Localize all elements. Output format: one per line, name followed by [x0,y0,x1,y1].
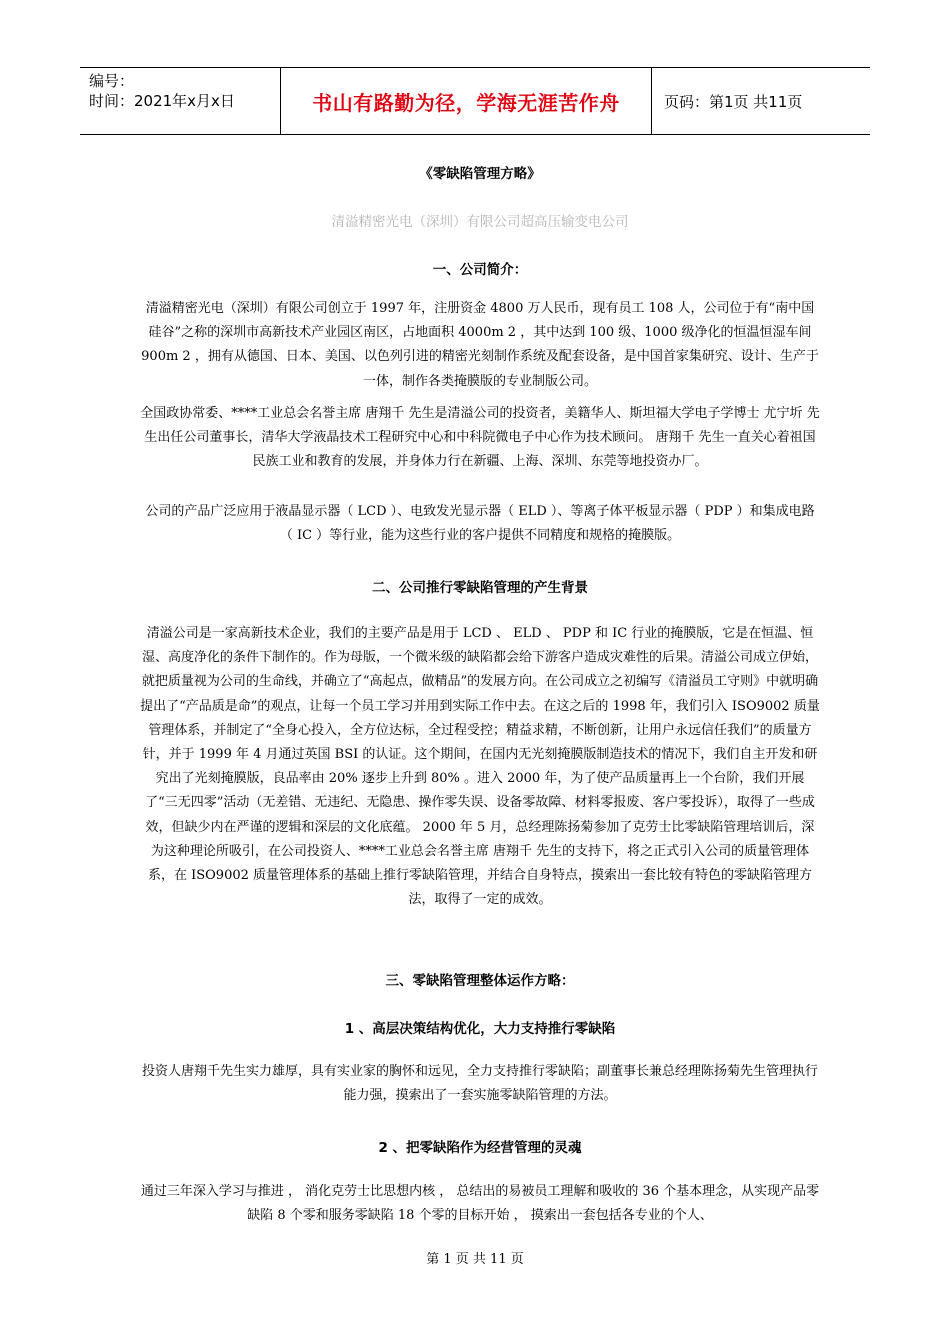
header-page-label: 页码：第1页 共11页 [664,92,803,111]
section-3-2-heading: 2 、把零缺陷作为经营管理的灵魂 [378,1140,582,1156]
doc-subtitle: 清溢精密光电（深圳）有限公司超高压输变电公司 [331,214,629,230]
section-3-heading: 三、零缺陷管理整体运作方略： [385,973,575,989]
section-1-heading: 一、公司简介： [432,262,528,278]
section-1-paragraph-1: 清溢精密光电（深圳）有限公司创立于 1997 年，注册资金 4800 万人民币，现有员工 108 人，公司位于有“南中国硅谷”之称的深圳市高新技术产业园区南区，占地面积 4000m 2 ，其中达到 100 级、1000 级净化的恒温恒湿车间 900m 2 ，拥有从德国、日本、美国、以色列引进的精密光刻制作系统及配套设备，是中国首家集研究、设计、生产于一体，制作各类掩膜版的专业制版公司。 [141,301,819,389]
section-3-2-paragraph: 通过三年深入学习与推进 ， 消化克劳士比思想内核 ， 总结出的易被员工理解和吸收的 36 个基本理念，从实现产品零缺陷 8 个零和服务零缺陷 18 个零的目标开始 ， 摸索出一套包括各专业的个人、 [140,1184,820,1224]
header-meta [80,68,280,134]
section-2-paragraph-1: 清溢公司是一家高新技术企业，我们的主要产品是用于 LCD 、 ELD 、 PDP 和 IC 行业的掩膜版，它是在恒温、恒湿、高度净化的条件下制作的。作为母版，一个微米级的缺陷都会给下游客户造成灾难性的后果。清溢公司成立伊始，就把质量视为公司的生命线，并确立了“高起点，做精品”的发展方向。在公司成立之初编写《清溢员工守则》中就明确提出了“产品质是命”的观点，让每一个员工学习并用到实际工作中去。在这之后的 1998 年，我们引入 ISO9002 质量管理体系，并制定了“全身心投入，全方位达标，全过程受控；精益求精，不断创新，让用户永远信任我们”的质量方针，并于 1999 年 4 月通过英国 BSI 的认证。这个期间，在国内无光刻掩膜版制造技术的情况下，我们自主开发和研究出了光刻掩膜版，良品率由 20% 逐步上升到 80% 。进入 2000 年，为了使产品质量再上一个台阶，我们开展了“三无四零”活动（无差错、无违纪、无隐患、操作零失误、设备零故障、材料零报废、客户零投诉），取得了一些成效，但缺少内在严谨的逻辑和深层的文化底蕴。 2000 年 5 月，总经理陈扬菊参加了克劳士比零缺陷管理培训后，深为这种理论所吸引，在公司投资人、****工业总会名誉主席 唐翔千 先生的支持下，将之正式引入公司的质量管理体系，在 ISO9002 质量管理体系的基础上推行零缺陷管理，并结合自身特点，摸索出一套比较有特色的零缺陷管理方法，取得了一定的成效。 [140,626,820,908]
doc-title: 《零缺陷管理方略》 [419,166,541,182]
page-header [80,67,870,135]
page-footer: 第 1 页 共 11 页 [426,1252,524,1267]
section-2-heading: 二、公司推行零缺陷管理的产生背景 [372,580,588,596]
section-3-1-heading: 1 、高层决策结构优化，大力支持推行零缺陷 [344,1021,616,1037]
section-1-paragraph-2: 全国政协常委、****工业总会名誉主席 唐翔千 先生是清溢公司的投资者，美籍华人、斯坦福大学电子学博士 尤宁圻 先生出任公司董事长，清华大学液晶技术工程研究中心和中科院微电子中心作为技术顾问。 唐翔千 先生一直关心着祖国民族工业和教育的发展，并身体力行在新疆、上海、深圳、东莞等地投资办厂。 [140,406,820,470]
header-motto: 书山有路勤为径，学海无涯苦作舟 [280,68,652,134]
doc-number-label: 编号： [89,72,135,90]
section-3-1-paragraph: 投资人唐翔千先生实力雄厚，具有实业家的胸怀和远见，全力支持推行零缺陷；副董事长兼总经理陈扬菊先生管理执行能力强，摸索出了一套实施零缺陷管理的方法。 [141,1064,818,1104]
section-1-paragraph-3: 公司的产品广泛应用于液晶显示器（ LCD ）、电致发光显示器（ ELD ）、等离子体平板显示器（ PDP ）和集成电路（ IC ）等行业，能为这些行业的客户提供不同精度和规格的掩膜版。 [145,504,815,544]
doc-date-label: 时间：2021年x月x日 [89,92,235,110]
